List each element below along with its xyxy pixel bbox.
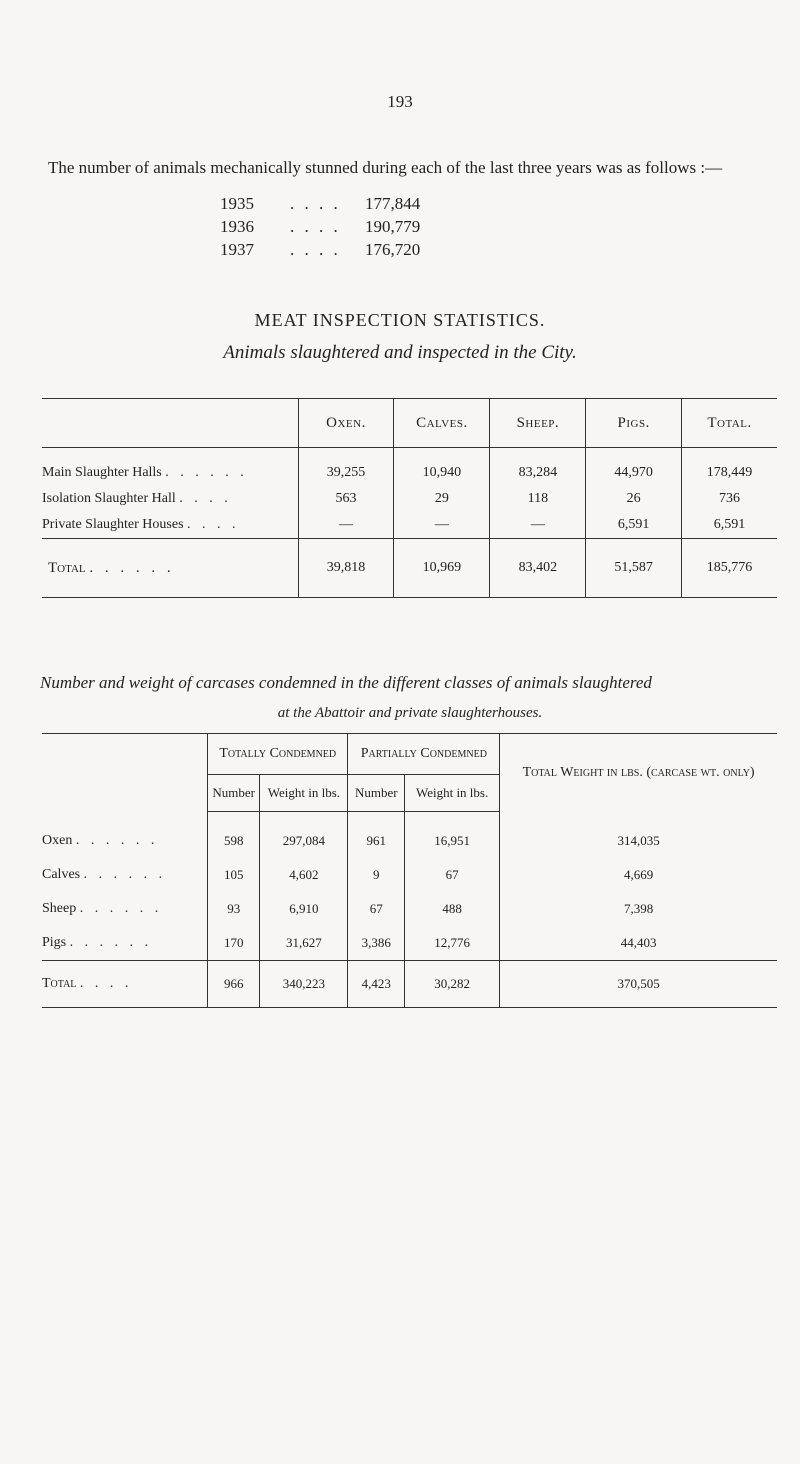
table2-caption-line2: at the Abattoir and private slaughterhouses. — [277, 705, 543, 721]
row-label: Isolation Slaughter Hall . . . . — [42, 491, 232, 506]
leader-dots: . . . . — [290, 217, 341, 236]
empty-header — [42, 399, 298, 448]
cell: 7,398 — [500, 892, 777, 926]
cell: 44,403 — [500, 926, 777, 961]
cell: 16,951 — [405, 812, 500, 859]
cell: 4,423 — [348, 961, 405, 1008]
column-header-sheep: Sheep. — [490, 399, 586, 448]
cell: 67 — [348, 892, 405, 926]
cell: 340,223 — [260, 961, 348, 1008]
cell: 6,591 — [586, 512, 682, 539]
row-label: Pigs . . . . . . — [42, 935, 153, 950]
cell: 6,910 — [260, 892, 348, 926]
cell: 170 — [208, 926, 260, 961]
row-label: Total . . . . . . — [42, 539, 298, 598]
year: 1937 — [220, 240, 254, 259]
column-header-oxen: Oxen. — [298, 399, 394, 448]
table-row — [42, 812, 777, 859]
stunned-count: 176,720 — [365, 240, 421, 259]
year: 1935 — [220, 194, 254, 213]
leader-dots: . . . . — [290, 194, 341, 213]
cell: 12,776 — [405, 926, 500, 961]
table-row — [42, 448, 777, 487]
column-header-total-weight: Total Weight in lbs. (carcase wt. only) — [500, 734, 777, 812]
cell: 6,591 — [682, 512, 777, 539]
row-label: Private Slaughter Houses . . . . — [42, 517, 240, 532]
cell: 83,284 — [490, 448, 586, 487]
group-header-partially-condemned: Partially Condemned — [348, 734, 500, 775]
cell: 31,627 — [260, 926, 348, 961]
year-row — [220, 215, 445, 238]
cell: 51,587 — [586, 539, 682, 598]
table2-caption-line1: Number and weight of carcases condemned in the different classes of animals slaughtered — [40, 673, 652, 692]
year: 1936 — [220, 217, 254, 236]
table-row — [42, 926, 777, 961]
page-number: 193 — [387, 92, 413, 111]
cell: 30,282 — [405, 961, 500, 1008]
cell: 961 — [348, 812, 405, 859]
cell: 736 — [682, 486, 777, 512]
table-row — [42, 858, 777, 892]
cell: 39,255 — [298, 448, 394, 487]
cell: 44,970 — [586, 448, 682, 487]
leader-dots: . . . . — [290, 240, 341, 259]
cell: 10,940 — [394, 448, 490, 487]
subheader-weight: Weight in lbs. — [405, 775, 500, 812]
cell: 93 — [208, 892, 260, 926]
cell: 488 — [405, 892, 500, 926]
subheader-weight: Weight in lbs. — [260, 775, 348, 812]
total-row — [42, 961, 777, 1008]
table1-caption: Animals slaughtered and inspected in the City. — [223, 342, 577, 363]
cell: 4,669 — [500, 858, 777, 892]
table-row — [42, 512, 777, 539]
animals-slaughtered-table — [42, 398, 777, 598]
subheader-number: Number — [348, 775, 405, 812]
stunned-years-list — [220, 192, 445, 261]
section-heading: MEAT INSPECTION STATISTICS. — [254, 310, 546, 330]
cell: 67 — [405, 858, 500, 892]
stunned-count: 190,779 — [365, 217, 421, 236]
cell: — — [490, 512, 586, 539]
cell: — — [394, 512, 490, 539]
stunned-count: 177,844 — [365, 194, 421, 213]
year-row — [220, 238, 445, 261]
cell: 118 — [490, 486, 586, 512]
row-label: Calves . . . . . . — [42, 867, 167, 882]
row-label: Main Slaughter Halls . . . . . . — [42, 465, 248, 480]
table-row — [42, 892, 777, 926]
row-label: Sheep . . . . . . — [42, 901, 163, 916]
cell: 314,035 — [500, 812, 777, 859]
empty-header — [42, 734, 208, 812]
year-row — [220, 192, 445, 215]
total-row — [42, 539, 777, 598]
cell: 297,084 — [260, 812, 348, 859]
column-header-total: Total. — [682, 399, 777, 448]
column-header-pigs: Pigs. — [586, 399, 682, 448]
cell: 598 — [208, 812, 260, 859]
cell: 563 — [298, 486, 394, 512]
cell: 26 — [586, 486, 682, 512]
table-row — [42, 486, 777, 512]
cell: 3,386 — [348, 926, 405, 961]
row-label: Oxen . . . . . . — [42, 832, 159, 848]
cell: 10,969 — [394, 539, 490, 598]
cell: — — [298, 512, 394, 539]
cell: 9 — [348, 858, 405, 892]
row-label: Total . . . . — [42, 961, 208, 1008]
subheader-number: Number — [208, 775, 260, 812]
cell: 4,602 — [260, 858, 348, 892]
group-header-totally-condemned: Totally Condemned — [208, 734, 348, 775]
cell: 178,449 — [682, 448, 777, 487]
cell: 185,776 — [682, 539, 777, 598]
column-header-calves: Calves. — [394, 399, 490, 448]
cell: 39,818 — [298, 539, 394, 598]
carcases-condemned-table — [42, 733, 777, 1008]
cell: 966 — [208, 961, 260, 1008]
cell: 83,402 — [490, 539, 586, 598]
intro-paragraph: The number of animals mechanically stunned during each of the last three years was as follows :— — [48, 158, 723, 177]
cell: 370,505 — [500, 961, 777, 1008]
cell: 105 — [208, 858, 260, 892]
table2-caption — [40, 668, 780, 728]
cell: 29 — [394, 486, 490, 512]
